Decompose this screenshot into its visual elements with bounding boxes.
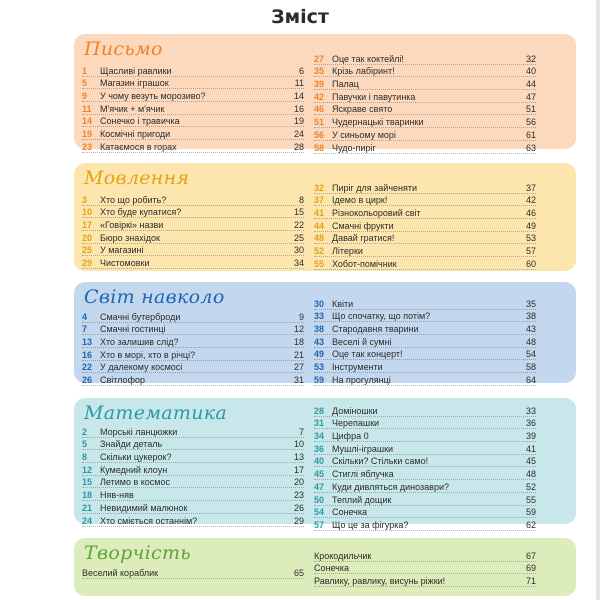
toc-entry[interactable] [314, 335, 536, 348]
entry-title: Інструменти [332, 362, 383, 373]
entry-number: 13 [82, 337, 93, 348]
section-matematyka [74, 398, 576, 530]
toc-entry[interactable] [314, 506, 536, 519]
entry-page: 71 [525, 576, 536, 587]
entry-number: 5 [82, 439, 88, 450]
entry-title: Яскраве свято [332, 104, 393, 115]
entry-number: 52 [314, 246, 325, 257]
entry-title: Скільки? Стільки само! [332, 456, 429, 467]
entry-page: 26 [293, 502, 304, 513]
entry-number: 5 [82, 78, 88, 89]
entry-page: 15 [293, 207, 304, 218]
toc-entry[interactable] [82, 361, 304, 374]
entry-number: 19 [82, 129, 93, 140]
page-edge [596, 0, 600, 600]
toc-entry[interactable] [314, 442, 536, 455]
toc-entry[interactable] [82, 323, 304, 336]
entry-number: 26 [82, 375, 93, 386]
entry-page: 9 [298, 311, 304, 322]
toc-entry[interactable] [82, 77, 304, 90]
toc-entry[interactable] [314, 310, 536, 323]
entry-number: 43 [314, 336, 325, 347]
toc-entry[interactable] [82, 310, 304, 323]
entry-page: 60 [525, 258, 536, 269]
entry-title: М'ячик + м'ячик [100, 103, 165, 114]
toc-entry[interactable] [314, 297, 536, 310]
entry-title: Доміношки [332, 405, 378, 416]
entry-title: Чудо-пиріг [332, 142, 376, 153]
page-title: Зміст [271, 6, 329, 28]
entry-number: 45 [314, 469, 325, 480]
entry-title: Катаємося в горах [100, 141, 177, 152]
entry-number: 37 [314, 195, 325, 206]
entry-title: Оце так концерт! [332, 349, 403, 360]
toc-entry[interactable] [314, 219, 536, 232]
toc-entry[interactable] [82, 89, 304, 102]
entry-title: Сонечка [314, 563, 350, 574]
entry-title: Палац [332, 79, 359, 90]
entry-page: 55 [525, 494, 536, 505]
entry-title: Знайди деталь [100, 439, 163, 450]
toc-entry[interactable] [82, 514, 304, 527]
entry-title: Літерки [332, 246, 363, 257]
entry-title: Чудернацькі тваринки [332, 117, 424, 128]
entry-number: 21 [82, 502, 93, 513]
entry-title: Космічні пригоди [100, 129, 171, 140]
entry-number: 27 [314, 53, 325, 64]
entry-page: 46 [525, 208, 536, 219]
toc-entry[interactable] [314, 52, 536, 65]
section-svit [74, 282, 576, 386]
toc-entry[interactable] [314, 77, 536, 90]
toc-entry[interactable] [314, 429, 536, 442]
entry-number: 1 [82, 65, 88, 76]
toc-entry[interactable] [314, 65, 536, 78]
entry-page: 58 [525, 362, 536, 373]
section-title: Письмо [84, 38, 163, 60]
entry-page: 40 [525, 66, 536, 77]
toc-entry[interactable] [314, 232, 536, 245]
entry-title: Чистомовки [100, 258, 150, 269]
entry-title: Світлофор [100, 375, 145, 386]
entry-title: Хто що робить? [100, 194, 167, 205]
entry-title: Пиріг для зайченяти [332, 182, 418, 193]
entry-number: 9 [82, 91, 88, 102]
entry-page: 63 [525, 142, 536, 153]
entry-page: 54 [525, 349, 536, 360]
entry-page: 36 [525, 418, 536, 429]
toc-entry[interactable] [314, 181, 536, 194]
entry-number: 8 [82, 452, 88, 463]
toc-entry[interactable] [82, 206, 304, 219]
toc-entry[interactable] [314, 480, 536, 493]
entry-page: 19 [293, 116, 304, 127]
entry-page: 41 [525, 443, 536, 454]
entry-number: 25 [82, 245, 93, 256]
entry-number: 58 [314, 142, 325, 153]
toc-entry[interactable] [314, 244, 536, 257]
toc-entry[interactable] [314, 404, 536, 417]
entry-number: 11 [82, 103, 92, 114]
entry-page: 38 [525, 311, 536, 322]
entry-title: Крізь лабіринт! [332, 66, 395, 77]
entry-page: 62 [525, 519, 536, 530]
entry-title: Черепашки [332, 418, 380, 429]
entry-page: 16 [293, 103, 304, 114]
entry-title: Хто залишив слід? [100, 337, 179, 348]
toc-entry[interactable] [82, 463, 304, 476]
entry-number: 50 [314, 494, 325, 505]
toc-entry[interactable] [82, 450, 304, 463]
entry-page: 35 [525, 298, 536, 309]
entry-page: 59 [525, 507, 536, 518]
section-title: Математика [84, 402, 228, 424]
entry-number: 23 [82, 141, 93, 152]
section-title: Світ навколо [84, 286, 225, 308]
entry-number: 56 [314, 129, 325, 140]
entry-title: Що це за фігурка? [332, 519, 409, 530]
entry-page: 10 [293, 439, 304, 450]
entry-page: 39 [525, 431, 536, 442]
entry-title: Равлику, равлику, висунь ріжки! [314, 576, 446, 587]
entry-page: 6 [298, 65, 304, 76]
toc-entry[interactable] [314, 574, 536, 587]
toc-entry[interactable] [314, 562, 536, 575]
entry-page: 12 [293, 324, 304, 335]
entry-title: Щасливі равлики [100, 65, 172, 76]
entry-title: У чому везуть морозиво? [100, 91, 206, 102]
toc-entry[interactable] [82, 244, 304, 257]
toc-entry[interactable] [82, 476, 304, 489]
entry-title: Стиглі яблучка [332, 469, 394, 480]
toc-entry[interactable] [314, 194, 536, 207]
entry-number: 17 [82, 220, 93, 231]
toc-entry[interactable] [314, 417, 536, 430]
entry-number: 7 [82, 324, 88, 335]
section-movlennia [74, 163, 576, 271]
entry-page: 18 [293, 337, 304, 348]
entry-title: Кумедний клоун [100, 464, 168, 475]
toc-entry[interactable] [314, 103, 536, 116]
entry-title: Різнокольоровий світ [332, 208, 421, 219]
entry-page: 43 [525, 324, 536, 335]
entry-page: 17 [293, 464, 304, 475]
entry-title: Мушлі-іграшки [332, 443, 394, 454]
entry-number: 15 [82, 477, 93, 488]
entry-number: 20 [82, 232, 93, 243]
toc-entry[interactable] [314, 549, 536, 562]
entry-number: 30 [314, 298, 325, 309]
entry-number: 54 [314, 507, 325, 518]
entry-number: 59 [314, 374, 325, 385]
entry-number: 33 [314, 311, 325, 322]
toc-entry[interactable] [314, 467, 536, 480]
entry-title: Оце так коктейлі! [332, 53, 404, 64]
toc-entry[interactable] [82, 335, 304, 348]
entry-number: 3 [82, 194, 88, 205]
entry-page: 65 [293, 567, 304, 578]
entry-title: Хто сміється останнім? [100, 515, 198, 526]
entry-title: У магазині [100, 245, 144, 256]
entry-title: Хто в морі, хто в річці? [100, 349, 196, 360]
entry-number: 48 [314, 233, 325, 244]
entry-title: Смачні фрукти [332, 220, 394, 231]
entry-page: 52 [525, 481, 536, 492]
toc-entry[interactable] [314, 455, 536, 468]
entry-page: 22 [293, 220, 304, 231]
toc-entry[interactable] [82, 566, 304, 579]
toc-entry[interactable] [82, 115, 304, 128]
entry-page: 25 [293, 232, 304, 243]
entry-title: Веселий кораблик [82, 567, 159, 578]
entry-page: 21 [293, 349, 304, 360]
entry-title: Няв-няв [100, 490, 134, 501]
entry-page: 69 [525, 563, 536, 574]
entry-number: 36 [314, 443, 325, 454]
entry-number: 47 [314, 481, 325, 492]
entry-page: 13 [293, 452, 304, 463]
toc-entry[interactable] [82, 140, 304, 153]
entry-page: 14 [293, 91, 304, 102]
entry-number: 55 [314, 258, 325, 269]
entry-number: 35 [314, 66, 325, 77]
toc-entry[interactable] [82, 231, 304, 244]
toc-entry[interactable] [82, 501, 304, 514]
entry-number: 14 [82, 116, 93, 127]
entry-number: 22 [82, 362, 93, 373]
entry-title: Смачні гостинці [100, 324, 166, 335]
toc-entry[interactable] [82, 373, 304, 386]
entry-page: 44 [525, 79, 536, 90]
entry-page: 53 [525, 233, 536, 244]
toc-entry[interactable] [314, 348, 536, 361]
entry-title: Скільки цукерок? [100, 452, 172, 463]
entry-title: Цифра 0 [332, 431, 369, 442]
entry-number: 57 [314, 519, 325, 530]
entry-number: 46 [314, 104, 325, 115]
entry-page: 24 [293, 129, 304, 140]
entry-number: 10 [82, 207, 93, 218]
entry-page: 11 [294, 78, 304, 89]
entry-title: Давай гратися! [332, 233, 395, 244]
entry-title: У синьому морі [332, 129, 396, 140]
entry-page: 47 [525, 91, 536, 102]
entry-number: 51 [314, 117, 325, 128]
entry-page: 23 [293, 490, 304, 501]
entry-number: 16 [82, 349, 93, 360]
entry-page: 42 [525, 195, 536, 206]
toc-entry[interactable] [82, 127, 304, 140]
entry-number: 34 [314, 431, 325, 442]
entry-title: Невидимий малюнок [100, 502, 188, 513]
entry-title: Ідемо в цирк! [332, 195, 388, 206]
entry-number: 38 [314, 324, 325, 335]
entry-number: 28 [314, 405, 325, 416]
entry-page: 49 [525, 220, 536, 231]
entry-number: 32 [314, 182, 325, 193]
entry-number: 39 [314, 79, 325, 90]
toc-entry[interactable] [314, 90, 536, 103]
entry-title: Магазин іграшок [100, 78, 169, 89]
entry-number: 29 [82, 258, 93, 269]
toc-entry[interactable] [82, 425, 304, 438]
entry-number: 24 [82, 515, 93, 526]
toc-entry[interactable] [82, 438, 304, 451]
entry-title: Стародавня тварини [332, 324, 419, 335]
toc-entry[interactable] [314, 360, 536, 373]
entry-page: 34 [293, 258, 304, 269]
entry-number: 18 [82, 490, 93, 501]
entry-number: 4 [82, 311, 88, 322]
toc-entry[interactable] [82, 218, 304, 231]
section-title: Мовлення [84, 167, 190, 189]
entry-title: Морські ланцюжки [100, 426, 178, 437]
entry-page: 31 [293, 375, 304, 386]
entry-page: 61 [525, 129, 536, 140]
entry-page: 45 [525, 456, 536, 467]
toc-entry[interactable] [82, 193, 304, 206]
entry-page: 29 [293, 515, 304, 526]
toc-entry[interactable] [314, 257, 536, 270]
entry-page: 30 [293, 245, 304, 256]
entry-page: 32 [525, 53, 536, 64]
toc-entry[interactable] [82, 348, 304, 361]
entry-page: 28 [293, 141, 304, 152]
toc-entry[interactable] [314, 493, 536, 506]
entry-title: Смачні бутерброди [100, 311, 181, 322]
toc-entry[interactable] [314, 115, 536, 128]
toc-entry[interactable] [314, 518, 536, 531]
entry-title: Що спочатку, що потім? [332, 311, 431, 322]
entry-title: Теплий дощик [332, 494, 392, 505]
entry-title: «Говіркі» назви [100, 220, 164, 231]
entry-page: 48 [525, 469, 536, 480]
entry-number: 53 [314, 362, 325, 373]
entry-title: Хто буде купатися? [100, 207, 182, 218]
entry-page: 67 [525, 550, 536, 561]
entry-number: 31 [314, 418, 325, 429]
entry-title: У далекому космосі [100, 362, 183, 373]
section-pysmo [74, 34, 576, 153]
entry-title: Крокодильчик [314, 550, 372, 561]
entry-title: На прогулянці [332, 374, 391, 385]
toc-entry[interactable] [314, 141, 536, 154]
entry-page: 37 [525, 182, 536, 193]
toc-entry[interactable] [82, 488, 304, 501]
entry-number: 12 [82, 464, 93, 475]
entry-page: 33 [525, 405, 536, 416]
entry-page: 7 [298, 426, 304, 437]
entry-page: 27 [293, 362, 304, 373]
entry-number: 44 [314, 220, 325, 231]
entry-page: 20 [293, 477, 304, 488]
toc-entry[interactable] [314, 128, 536, 141]
entry-page: 51 [525, 104, 536, 115]
toc-entry[interactable] [82, 102, 304, 115]
entry-title: Квіти [332, 298, 354, 309]
toc-entry[interactable] [314, 322, 536, 335]
section-title: Творчість [84, 542, 191, 564]
entry-title: Сонечка [332, 507, 368, 518]
entry-title: Бюро знахідок [100, 232, 160, 243]
entry-title: Павучки і павутинка [332, 91, 416, 102]
entry-title: Куди дивляться динозаври? [332, 481, 449, 492]
toc-entry[interactable] [314, 206, 536, 219]
entry-number: 40 [314, 456, 325, 467]
entry-title: Хобот-помічник [332, 258, 397, 269]
entry-page: 48 [525, 336, 536, 347]
entry-page: 57 [525, 246, 536, 257]
entry-page: 8 [298, 194, 304, 205]
entry-number: 2 [82, 426, 88, 437]
entry-number: 49 [314, 349, 325, 360]
toc-entry[interactable] [82, 256, 304, 269]
entry-number: 42 [314, 91, 325, 102]
section-tvorchist [74, 538, 576, 596]
entry-title: Летимо в космос [100, 477, 170, 488]
entry-number: 41 [314, 208, 325, 219]
toc-entry[interactable] [82, 64, 304, 77]
entry-title: Сонечко і травичка [100, 116, 180, 127]
entry-page: 56 [525, 117, 536, 128]
entry-page: 64 [525, 374, 536, 385]
entry-title: Веселі й сумні [332, 336, 392, 347]
toc-entry[interactable] [314, 373, 536, 386]
